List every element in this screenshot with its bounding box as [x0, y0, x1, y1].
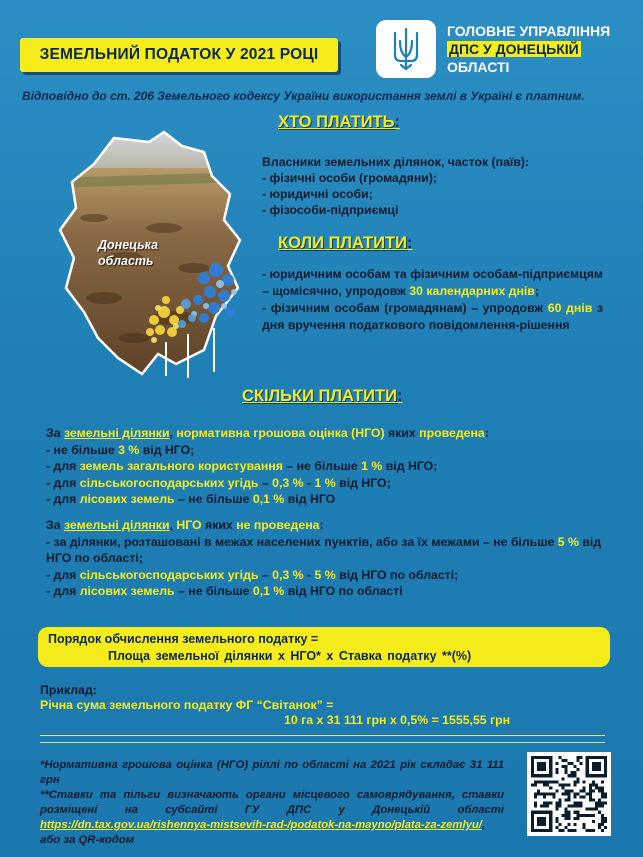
subsite-link[interactable]: https://dn.tax.gov.ua/rishennya-mistsevih-rad-/podatok-na-mayno/plata-za-zemlyu/ [40, 819, 482, 831]
list-item: - для лісових земель – не більше 0,1 % від НГО [46, 492, 336, 506]
example-label: Приклад: [40, 683, 97, 697]
footnotes [40, 758, 504, 848]
trident-icon [391, 27, 421, 71]
list-item: - для сільськогосподарських угідь – 0,3 % - 5 % від НГО по області; [46, 567, 459, 582]
intro-text: Відповідно до ст. 206 Земельного кодексу України використання землі в Україні є платним. [22, 89, 585, 103]
footnote-rates: **Ставки та пільги визначають органи місцевого самоврядування, ставки розміщені на субсайті ГУ ДПС у Донецькій області https://dn.tax.gov.ua/rishennya-mistsevih-rad-/podatok-na-mayno/plata-za-zemlyu/, або за QR-кодом [40, 789, 504, 846]
org-line-1: ГОЛОВНЕ УПРАВЛІННЯ [447, 23, 611, 39]
list-item: - фізособи-підприємці [262, 203, 399, 217]
formula-expression: Площа земельної ділянки х НГО* х Ставка податку **(%) [108, 649, 472, 663]
list-item: - за ділянки, розташовані в межах населених пунктів, або за їх межами – не більше 5 % від НГО по області; [46, 534, 602, 565]
when-heading: КОЛИ ПЛАТИТИ: [278, 234, 413, 252]
rates-without-ngo [46, 517, 602, 600]
how-much-heading: СКІЛЬКИ ПЛАТИТИ: [242, 387, 403, 405]
page-title [20, 38, 338, 72]
org-line-3: ОБЛАСТІ [447, 59, 510, 75]
page-title-text: ЗЕМЕЛЬНИЙ ПОДАТОК У 2021 РОЦІ [39, 46, 319, 63]
rates-with-ngo-lead: За земельні ділянки, нормативна грошова оцінка (НГО) яких проведена: [46, 426, 489, 440]
list-item: - для земель загального користування – не більше 1 % від НГО; [46, 459, 438, 473]
org-line-2: ДПС У ДОНЕЦЬКІЙ [449, 41, 579, 57]
list-item: - юридичні особи; [262, 187, 373, 201]
formula-title: Порядок обчислення земельного податку = [48, 632, 319, 646]
who-lead: Власники земельних ділянок, часток (паїв): [262, 155, 530, 169]
divider [40, 735, 605, 736]
organization-name [447, 22, 610, 76]
list-item: - для сільськогосподарських угідь – 0,3 % - 1 % від НГО; [46, 475, 391, 490]
divider [40, 742, 605, 743]
example-line-1: Річна сума земельного податку ФГ “Світанок” = [40, 698, 334, 712]
list-item: - не більше 3 % від НГО; [46, 442, 195, 457]
when-item-citizens: - фізичним особам (громадянам) – упродовж 60 днів з дня вручення податкового повідомлення-рішення [262, 301, 603, 332]
when-text [262, 266, 603, 334]
rates-with-ngo [46, 425, 606, 508]
footnote-ngo: *Нормативна грошова оцінка (НГО) ріллі по області на 2021 рік складає 31 111 грн [40, 759, 504, 786]
example-line-2: 10 га х 31 111 грн х 0,5% = 1555,55 грн [284, 713, 511, 727]
qr-code-icon[interactable] [527, 752, 611, 836]
who-list [262, 154, 612, 218]
who-heading: ХТО ПЛАТИТЬ: [278, 113, 400, 131]
list-item: - для лісових земель – не більше 0,1 % від НГО по області [46, 584, 403, 598]
when-item-legal: - юридичним особам та фізичним особам-підприємцям – щомісячно, упродовж 30 календарних днів; [262, 267, 603, 298]
list-item: - фізичні особи (громадяни); [262, 171, 438, 185]
rates-without-ngo-lead: За земельні ділянки, НГО яких не проведена: [46, 518, 324, 532]
emblem [376, 20, 436, 78]
map-label: Донецька область [98, 238, 159, 268]
